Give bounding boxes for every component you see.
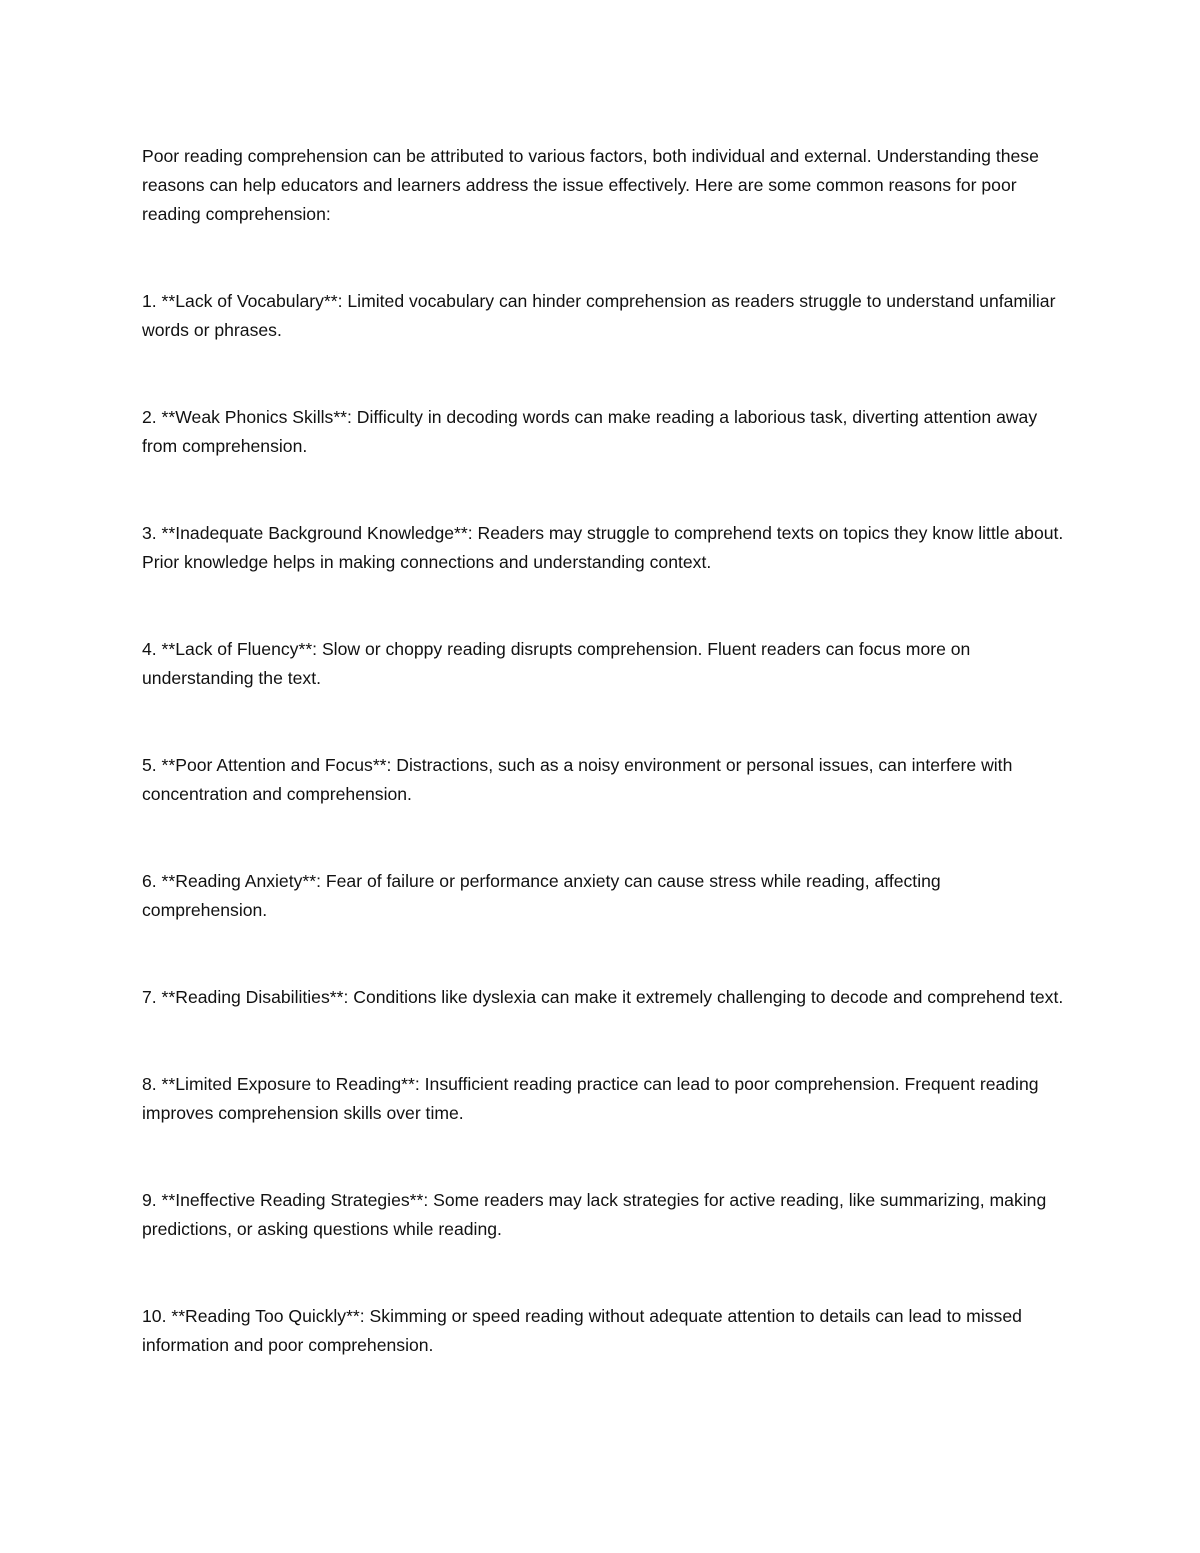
list-item: 3. **Inadequate Background Knowledge**: Readers may struggle to comprehend texts on topics they know little about. Prior knowledge helps in making connections and understanding context. <box>142 523 1064 572</box>
intro-paragraph: Poor reading comprehension can be attributed to various factors, both individual and external. Understanding these reasons can help educators and learners address the issue effectively. Here are some common reasons for poor reading comprehension: <box>142 146 1039 224</box>
list-item: 5. **Poor Attention and Focus**: Distractions, such as a noisy environment or personal issues, can interfere with concentration and comprehension. <box>142 755 1013 804</box>
list-item: 10. **Reading Too Quickly**: Skimming or speed reading without adequate attention to details can lead to missed information and poor comprehension. <box>142 1306 1022 1355</box>
list-item: 8. **Limited Exposure to Reading**: Insufficient reading practice can lead to poor comprehension. Frequent reading improves comprehension skills over time. <box>142 1074 1039 1123</box>
list-item: 4. **Lack of Fluency**: Slow or choppy reading disrupts comprehension. Fluent readers can focus more on understanding the text. <box>142 639 971 688</box>
list-item: 6. **Reading Anxiety**: Fear of failure or performance anxiety can cause stress while reading, affecting comprehension. <box>142 871 941 920</box>
document-body <box>142 142 1067 1418</box>
list-item: 1. **Lack of Vocabulary**: Limited vocabulary can hinder comprehension as readers struggle to understand unfamiliar words or phrases. <box>142 291 1056 340</box>
list-item: 2. **Weak Phonics Skills**: Difficulty in decoding words can make reading a laborious task, diverting attention away from comprehension. <box>142 407 1038 456</box>
list-item: 9. **Ineffective Reading Strategies**: Some readers may lack strategies for active reading, like summarizing, making predictions, or asking questions while reading. <box>142 1190 1047 1239</box>
list-item: 7. **Reading Disabilities**: Conditions like dyslexia can make it extremely challenging to decode and comprehend text. <box>142 987 1064 1007</box>
